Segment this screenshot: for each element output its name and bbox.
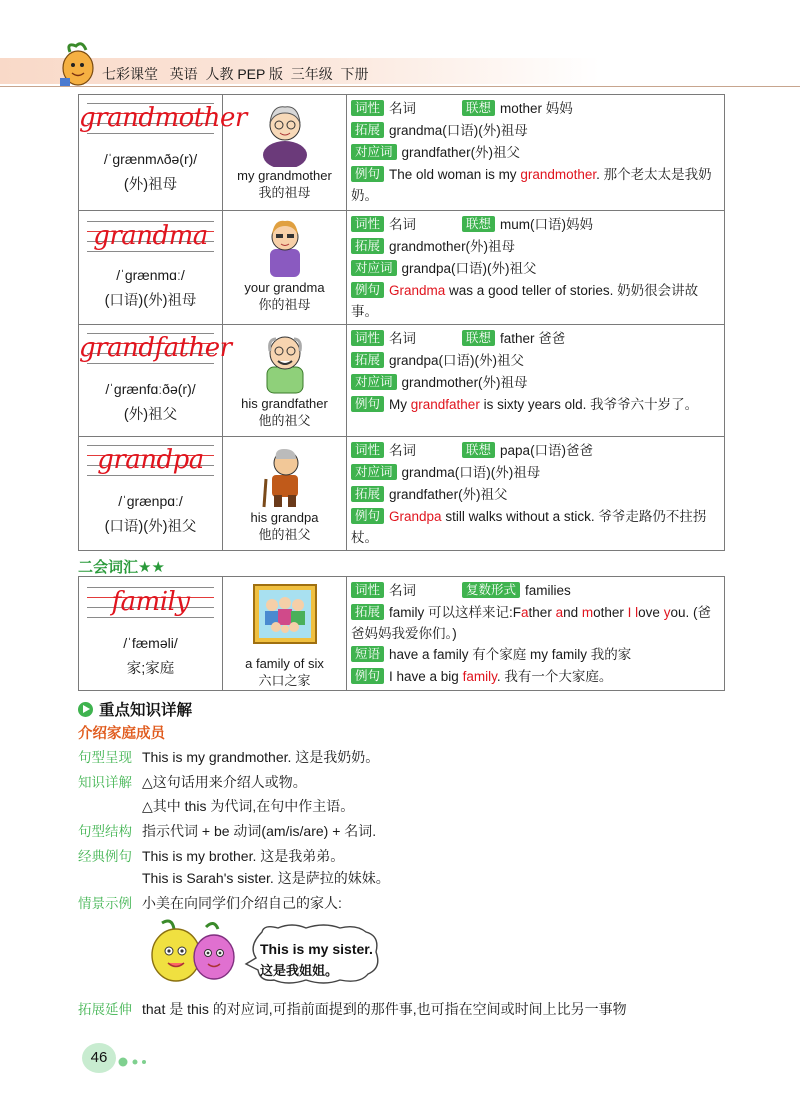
book-title: 七彩课堂 英语 人教 PEP 版 三年级 下册 <box>102 66 369 82</box>
knowledge-text: that 是 this 的对应词,可指前面提到的那件事,也可指在空间或时间上比另一事物 <box>142 1001 627 1017</box>
example-highlight: Grandma <box>389 283 446 298</box>
knowledge-label: 经典例句 <box>78 849 132 864</box>
family-photo-illustration <box>252 583 318 645</box>
mascot-icon <box>52 38 102 90</box>
example-highlight: grandmother <box>520 167 597 182</box>
word-cell <box>79 211 223 325</box>
tag-label: 词性 <box>351 330 384 346</box>
tag-label: 词性 <box>351 582 384 598</box>
fruit-characters-illustration <box>144 915 244 987</box>
example-text: . 我有一个大家庭。 <box>496 669 613 684</box>
info-text: families <box>525 583 571 598</box>
info-cell <box>347 211 725 325</box>
knowledge-label: 拓展延伸 <box>78 1002 132 1017</box>
example-highlight: grandfather <box>410 397 480 412</box>
knowledge-text: △这句话用来介绍人或物。 <box>142 774 307 790</box>
info-text: mother 妈妈 <box>500 101 573 116</box>
phonetic: /ˈɡrænmʌðə(r)/ <box>103 151 198 167</box>
bubble-text-en: This is my sister. <box>260 941 373 957</box>
info-text: grandpa(口语)(外)祖父 <box>389 353 525 368</box>
vocab-row <box>79 211 725 325</box>
word-cursive: family <box>111 587 190 617</box>
knowledge-row <box>78 796 354 816</box>
info-cell <box>347 325 725 437</box>
example-text: My <box>389 397 411 412</box>
tag-label: 例句 <box>351 282 384 298</box>
info-text: grandfather(外)祖父 <box>401 145 521 160</box>
word-cursive: grandfather <box>79 333 232 363</box>
page-number: 46 <box>82 1043 116 1073</box>
info-text: ther <box>528 605 556 620</box>
info-text: father 爸爸 <box>500 331 566 346</box>
info-text: have a family 有个家庭 my family 我的家 <box>389 647 632 662</box>
header-rule <box>0 86 800 87</box>
picture-caption-en: a family of six <box>245 656 324 671</box>
section-heading-text: 重点知识详解 <box>99 702 193 719</box>
tag-label: 复数形式 <box>462 582 520 598</box>
tag-label: 拓展 <box>351 352 384 368</box>
picture-caption-en: your grandma <box>244 280 325 295</box>
example-text: is sixty years old. 我爷爷六十岁了。 <box>479 397 699 412</box>
knowledge-row <box>78 868 390 888</box>
example-highlight: family <box>462 669 497 684</box>
word-cell <box>79 95 247 211</box>
vocab-row <box>79 577 725 691</box>
phonetic: /ˈɡrænpɑː/ <box>118 493 183 509</box>
info-text: grandma(口语)(外)祖母 <box>389 123 528 138</box>
tag-label: 联想 <box>462 100 495 116</box>
word-cell <box>79 437 223 551</box>
grandfather-illustration <box>250 327 320 395</box>
vocab-table <box>78 94 725 551</box>
phonetic: /ˈɡrænfɑːðə(r)/ <box>105 381 196 397</box>
mnemonic-letter: a <box>555 605 564 620</box>
example-text: was a good teller of stories. 奶奶很会讲故事。 <box>351 283 699 319</box>
word-cursive: grandma <box>93 221 208 251</box>
knowledge-row <box>78 820 376 841</box>
picture-caption-zh: 六口之家 <box>258 673 311 688</box>
knowledge-label: 句型呈现 <box>78 750 132 765</box>
vocab-table-family <box>78 576 725 691</box>
section-heading <box>78 698 192 720</box>
meaning: (外)祖父 <box>123 407 178 423</box>
tag-label: 联想 <box>462 442 495 458</box>
tag-label: 词性 <box>351 442 384 458</box>
tag-label: 短语 <box>351 646 384 662</box>
tag-label: 例句 <box>351 668 384 684</box>
knowledge-label: 情景示例 <box>78 896 132 911</box>
mnemonic-line <box>351 602 720 644</box>
knowledge-text: 指示代词 + be 动词(am/is/are) + 名词. <box>142 823 377 839</box>
mnemonic-letter: m <box>581 605 594 620</box>
info-text: grandmother(外)祖母 <box>401 375 528 390</box>
tag-label: 对应词 <box>351 374 397 390</box>
grandpa-illustration <box>250 439 320 509</box>
info-text: grandma(口语)(外)祖母 <box>401 465 541 480</box>
knowledge-text: This is my brother. 这是我弟弟。 <box>142 848 345 864</box>
info-text: mum(口语)妈妈 <box>500 217 594 232</box>
play-icon <box>78 702 93 717</box>
phonetic: /ˈɡrænmɑː/ <box>116 267 185 283</box>
knowledge-text: This is my grandmother. 这是我奶奶。 <box>142 749 380 765</box>
picture-caption-en: my grandmother <box>237 168 332 183</box>
knowledge-text: This is Sarah's sister. 这是萨拉的妹妹。 <box>142 870 390 886</box>
tag-label: 词性 <box>351 216 384 232</box>
tag-label: 词性 <box>351 100 384 116</box>
tag-label: 例句 <box>351 396 384 412</box>
meaning: (口语)(外)祖父 <box>104 519 197 535</box>
knowledge-row <box>78 746 379 767</box>
vocab-row <box>79 95 725 211</box>
meaning: (口语)(外)祖母 <box>104 293 197 309</box>
info-text: 名词 <box>389 331 417 346</box>
meaning: (外)祖母 <box>123 177 178 193</box>
info-text: grandpa(口语)(外)祖父 <box>401 261 537 276</box>
picture-caption-en: his grandpa <box>250 510 319 525</box>
word-cursive: grandmother <box>79 103 247 133</box>
picture-caption-en: his grandfather <box>241 396 328 411</box>
example-text: still walks without a stick. 爷爷走路仍不拄拐杖。 <box>351 509 707 545</box>
topic-title: 介绍家庭成员 <box>78 726 165 742</box>
knowledge-label: 知识详解 <box>78 775 132 790</box>
tag-label: 拓展 <box>351 604 384 620</box>
tag-label: 例句 <box>351 166 384 182</box>
info-text: 名词 <box>389 217 417 232</box>
knowledge-row <box>78 771 307 792</box>
vocab-row <box>79 325 725 437</box>
mnemonic-letter: I <box>627 605 632 620</box>
tag-label: 拓展 <box>351 122 384 138</box>
tag-label: 联想 <box>462 216 495 232</box>
tag-label: 联想 <box>462 330 495 346</box>
decorative-dots-icon <box>118 1057 158 1067</box>
info-text: ou. (爸爸妈妈我爱你们。) <box>351 605 711 641</box>
word-cell <box>79 577 223 691</box>
knowledge-text: △其中 this 为代词,在句中作主语。 <box>142 798 355 814</box>
mnemonic-letter: y <box>663 605 671 620</box>
picture-cell <box>223 577 347 691</box>
word-cursive: grandpa <box>97 445 204 475</box>
picture-caption-zh: 我的祖母 <box>258 185 311 200</box>
knowledge-row <box>78 892 342 913</box>
example-highlight: Grandpa <box>389 509 442 524</box>
tag-label: 对应词 <box>351 260 397 276</box>
tag-label: 拓展 <box>351 238 384 254</box>
mnemonic-letter: l <box>635 605 639 620</box>
example-text: The old woman is my <box>389 167 521 182</box>
info-text: papa(口语)爸爸 <box>500 443 594 458</box>
meaning: 家;家庭 <box>126 661 175 677</box>
tag-label: 对应词 <box>351 464 397 480</box>
picture-cell <box>223 211 347 325</box>
mnemonic-letter: a <box>521 605 529 620</box>
picture-cell <box>223 95 347 211</box>
info-cell <box>347 95 725 211</box>
example-text: . 那个老太太是我奶奶。 <box>351 167 712 203</box>
info-text: other <box>593 605 628 620</box>
grandmother-illustration <box>250 97 320 167</box>
info-text: nd <box>563 605 582 620</box>
picture-cell <box>223 325 347 437</box>
star-icon: ★★ <box>138 559 165 576</box>
tag-label: 拓展 <box>351 486 384 502</box>
tag-label: 对应词 <box>351 144 397 160</box>
info-text: 名词 <box>389 443 417 458</box>
tag-label: 例句 <box>351 508 384 524</box>
grandma-illustration <box>250 213 320 279</box>
section-subheading <box>78 556 165 577</box>
info-text: 名词 <box>389 101 417 116</box>
bubble-text-zh: 这是我姐姐。 <box>260 963 339 978</box>
example-text: I have a big <box>389 669 463 684</box>
picture-caption-zh: 你的祖母 <box>258 297 311 312</box>
knowledge-text: 小美在向同学们介绍自己的家人: <box>142 895 342 911</box>
picture-caption-zh: 他的祖父 <box>258 413 311 428</box>
info-text: grandfather(外)祖父 <box>389 487 508 502</box>
info-text: ove <box>638 605 664 620</box>
subheading-text: 二会词汇 <box>78 559 139 576</box>
info-text: 名词 <box>389 583 417 598</box>
vocab-row <box>79 437 725 551</box>
knowledge-label: 句型结构 <box>78 824 132 839</box>
knowledge-row-extend <box>78 998 627 1019</box>
picture-cell <box>223 437 347 551</box>
knowledge-row <box>78 845 344 866</box>
word-cell <box>79 325 232 437</box>
info-text: family 可以这样来记:F <box>389 605 522 620</box>
picture-caption-zh: 他的祖父 <box>258 527 311 542</box>
info-text: grandmother(外)祖母 <box>389 239 516 254</box>
phonetic: /ˈfæməli/ <box>123 635 178 651</box>
info-cell <box>347 577 725 691</box>
info-cell <box>347 437 725 551</box>
